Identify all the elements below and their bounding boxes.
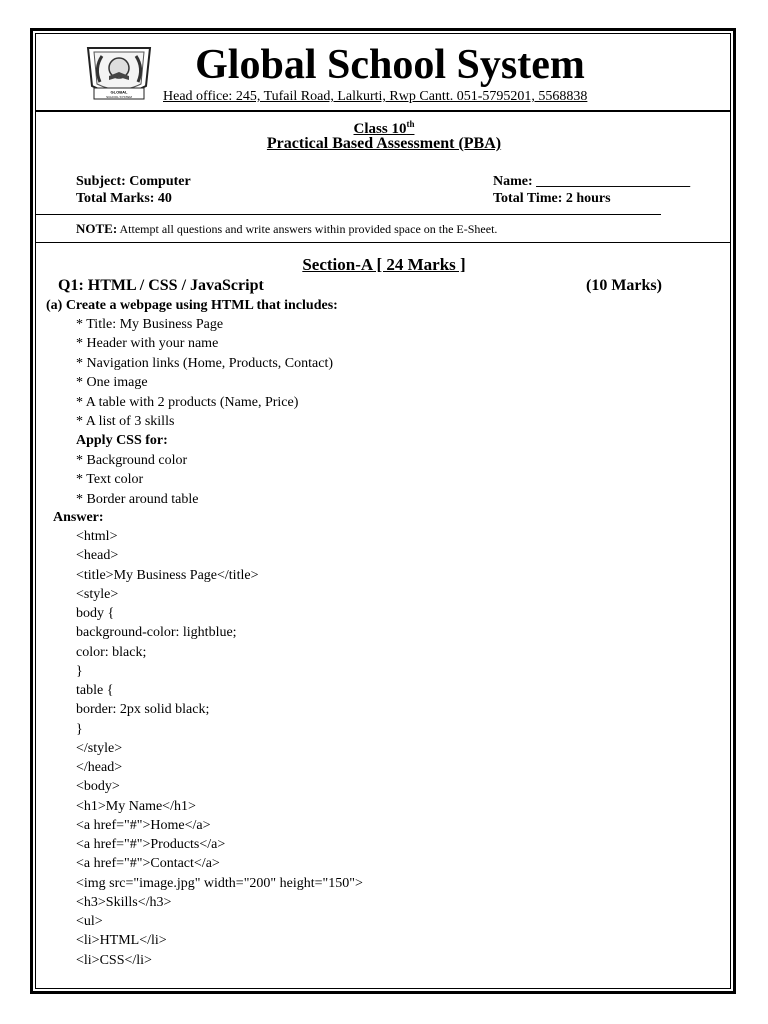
note-body: Attempt all questions and write answers within provided space on the E-Sheet. [117,222,498,236]
question-1a: (a) Create a webpage using HTML that includes: [46,298,338,313]
subject-label: Subject: Computer [76,174,191,189]
class-label: Class 10 [353,121,407,137]
code-line: <h1>My Name</h1> [76,798,196,814]
code-line: color: black; [76,644,147,660]
code-line: <li>HTML</li> [76,933,167,949]
code-line: <title>My Business Page</title> [76,567,259,583]
code-line: body { [76,606,115,621]
list-item: * Border around table [76,491,199,507]
code-line: <li>CSS</li> [76,952,152,968]
list-item: * A list of 3 skills [76,413,175,429]
code-line: table { [76,683,114,698]
answer-code [76,527,363,970]
answer-label: Answer: [53,510,104,525]
school-logo-icon [80,42,158,102]
head-office-address: Head office: 245, Tufail Road, Lalkurti, Rwp Cantt. 051-5795201, 5568838 [163,89,588,104]
code-line: <ul> [76,914,103,929]
section-title: Section-A [ 24 Marks ] [302,255,466,274]
code-line: background-color: lightblue; [76,625,237,641]
logo-text-top: GLOBAL [110,89,128,95]
list-item: * One image [76,375,148,391]
list-item: * Header with your name [76,336,219,352]
code-line: <h3>Skills</h3> [76,894,172,910]
question-1-title: Q1: HTML / CSS / JavaScript [58,277,264,294]
school-name: Global School System [195,42,585,88]
note-text [76,221,497,237]
note-label: NOTE: [76,221,118,236]
list-item: * Text color [76,472,144,488]
code-line: </head> [76,760,123,775]
list-item: * Title: My Business Page [76,317,224,332]
total-marks-label: Total Marks: 40 [76,191,172,206]
code-line: <a href="#">Contact</a> [76,856,220,872]
logo-text-bottom: SCHOOL SYSTEM [106,95,132,99]
info-divider [35,214,661,215]
code-line: } [76,721,83,737]
code-line: <a href="#">Home</a> [76,817,211,833]
code-line: <body> [76,779,120,795]
code-line: <a href="#">Products</a> [76,837,226,852]
code-line: <img src="image.jpg" width="200" height="150"> [76,875,363,891]
name-field-label: Name: ______________________ [493,174,691,189]
list-item: * Navigation links (Home, Products, Contact) [76,355,334,371]
list-item: * Background color [76,452,188,468]
list-item: Apply CSS for: [76,433,168,449]
note-divider [35,242,731,243]
code-line: } [76,663,83,679]
code-line: </style> [76,740,123,756]
question-1-marks: (10 Marks) [586,277,662,294]
class-superscript: th [406,119,415,129]
total-time-label: Total Time: 2 hours [493,191,611,206]
code-line: <style> [76,586,119,602]
list-item: * A table with 2 products (Name, Price) [76,394,299,410]
requirements-list [76,315,333,509]
code-line: border: 2px solid black; [76,702,210,718]
code-line: <html> [76,529,118,544]
assessment-title: Practical Based Assessment (PBA) [266,135,502,152]
code-line: <head> [76,548,119,564]
header-divider [35,110,731,112]
